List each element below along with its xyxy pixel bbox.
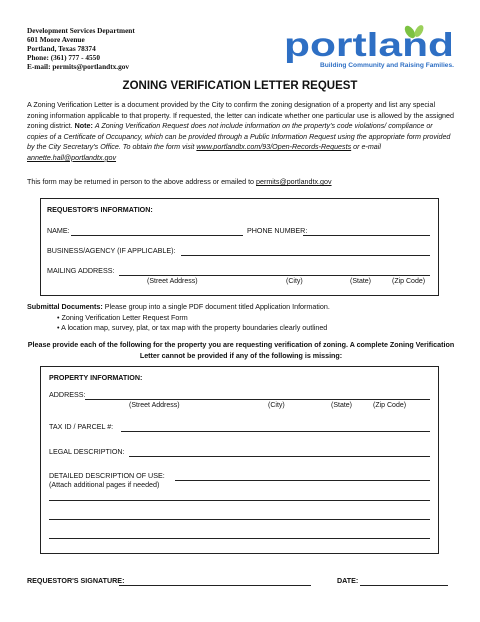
return-instructions xyxy=(27,178,332,186)
business-field[interactable] xyxy=(181,255,430,256)
use-description-label: DETAILED DESCRIPTION OF USE: xyxy=(49,472,165,480)
street-caption: (Street Address) xyxy=(129,402,180,409)
dept-line: E-mail: permits@portlandtx.gov xyxy=(27,62,130,71)
dept-line: Development Services Department xyxy=(27,26,135,35)
intro-text: A Zoning Verification Letter is a document provided by the City to confirm the zoning designation of a property and list any special zoning information applicable to that property. If requested, the letter can indicate whether one particular use is allowed by the assigned zoning district. xyxy=(27,101,454,131)
legal-description-label: LEGAL DESCRIPTION: xyxy=(49,448,125,456)
logo-word: portland xyxy=(284,26,454,63)
required-notice: Please provide each of the following for the property you are requesting verification of zoning. A complete Zoning Verification Letter cannot be provided if any of the following is missing: xyxy=(27,341,455,360)
property-address-label: ADDRESS: xyxy=(49,391,86,399)
phone-label: PHONE NUMBER: xyxy=(247,227,308,235)
street-caption: (Street Address) xyxy=(147,278,198,285)
taxid-label: TAX ID / PARCEL #: xyxy=(49,423,114,431)
mailing-label: MAILING ADDRESS: xyxy=(47,267,115,275)
legal-description-field[interactable] xyxy=(129,456,430,457)
property-heading: PROPERTY INFORMATION: xyxy=(49,374,143,382)
date-label: DATE: xyxy=(337,577,359,585)
use-description-line[interactable] xyxy=(49,538,430,539)
note-text: A Zoning Verification Request does not include information on the property's code violations/ compliance or copies of a Certificate of Occupancy, which can be provided through a Public Information Request using the appropriate form provided by the City Secretary's Office. To obtain the form visit xyxy=(27,122,451,152)
requestor-heading: REQUESTOR'S INFORMATION: xyxy=(47,206,153,214)
submittal-text: Please group into a single PDF document titled Application Information. xyxy=(104,303,330,311)
requestor-section xyxy=(40,198,439,296)
annette-email-link[interactable]: annette.hall@portlandtx.gov xyxy=(27,153,117,162)
zip-caption: (Zip Code) xyxy=(392,278,426,285)
submittal-item: • Zoning Verification Letter Request Form xyxy=(57,313,188,322)
city-caption: (City) xyxy=(286,278,303,285)
note-label: Note: xyxy=(74,122,93,131)
mailing-address-field[interactable] xyxy=(119,275,430,276)
state-caption: (State) xyxy=(331,402,353,409)
open-records-link[interactable]: www.portlandtx.com/93/Open-Records-Requests xyxy=(196,143,352,152)
permits-email-link[interactable]: permits@portlandtx.gov xyxy=(256,178,332,186)
name-field[interactable] xyxy=(71,235,243,236)
use-description-line[interactable] xyxy=(49,500,430,501)
return-text: This form may be returned in person to the above address or emailed to xyxy=(27,178,255,186)
logo-tagline: Building Community and Raising Families. xyxy=(320,62,455,69)
intro-paragraph xyxy=(27,100,455,164)
signature-label: REQUESTOR'S SIGNATURE: xyxy=(27,577,125,585)
date-field[interactable] xyxy=(360,585,448,586)
submittal-documents xyxy=(27,302,330,334)
dept-line: Portland, Texas 78374 xyxy=(27,44,96,53)
portland-logo xyxy=(282,22,457,72)
note-or: or e-mail xyxy=(353,143,381,152)
zip-caption: (Zip Code) xyxy=(373,402,407,409)
dept-line: 601 Moore Avenue xyxy=(27,35,85,44)
use-description-line[interactable] xyxy=(49,519,430,520)
use-description-field[interactable] xyxy=(175,480,430,481)
department-address-block xyxy=(27,26,135,71)
phone-field[interactable] xyxy=(303,235,430,236)
use-description-note: (Attach additional pages if needed) xyxy=(49,481,160,489)
page-title: ZONING VERIFICATION LETTER REQUEST xyxy=(122,80,358,92)
taxid-field[interactable] xyxy=(121,431,430,432)
signature-field[interactable] xyxy=(119,585,311,586)
dept-line: Phone: (361) 777 - 4550 xyxy=(27,53,100,62)
submittal-label: Submittal Documents: xyxy=(27,303,103,311)
name-label: NAME: xyxy=(47,227,70,235)
city-caption: (City) xyxy=(268,402,285,409)
state-caption: (State) xyxy=(350,278,372,285)
submittal-item: • A location map, survey, plat, or tax map with the property boundaries clearly outlined xyxy=(57,324,328,332)
property-section xyxy=(40,366,439,554)
property-address-field[interactable] xyxy=(85,399,430,400)
business-label: BUSINESS/AGENCY (IF APPLICABLE): xyxy=(47,247,176,255)
